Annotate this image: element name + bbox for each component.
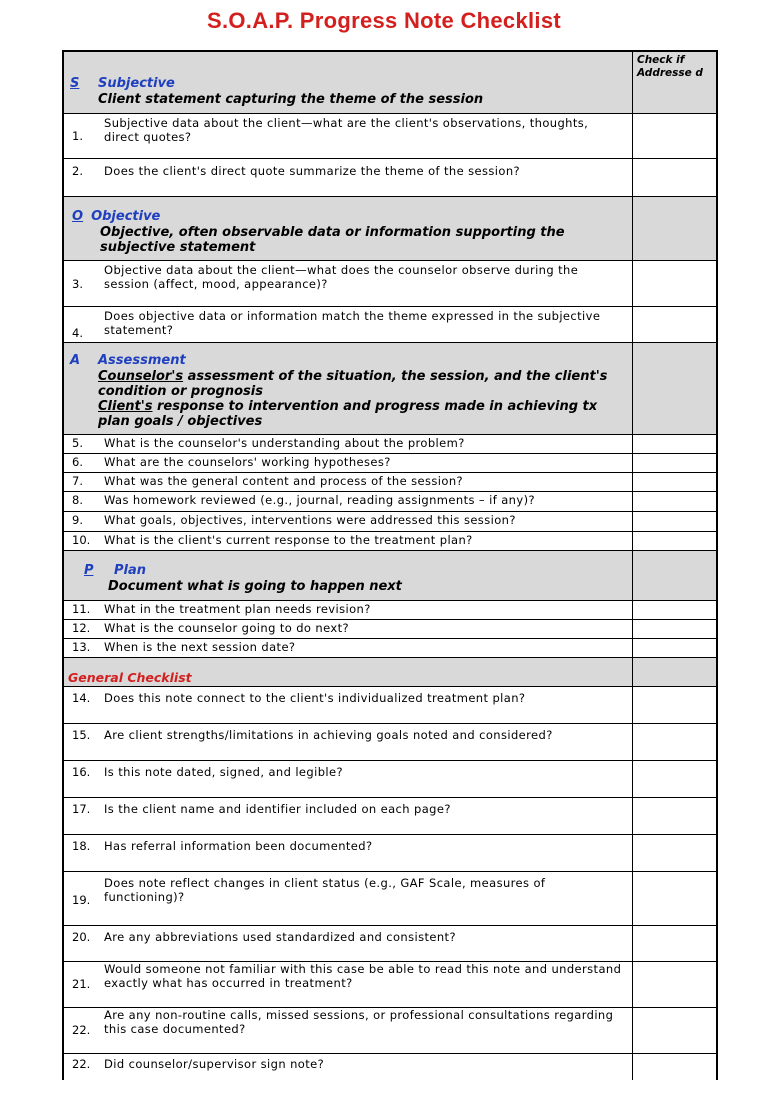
check-cell[interactable] [633, 926, 716, 961]
checklist-row [64, 454, 716, 473]
section-description: Objective, often observable data or information supporting the subjective statement [100, 225, 565, 255]
check-cell[interactable] [633, 872, 716, 925]
checklist-row [64, 687, 716, 724]
check-cell[interactable] [633, 261, 716, 306]
check-cell[interactable] [633, 114, 716, 158]
checklist-row [64, 307, 716, 343]
item-question: Was homework reviewed (e.g., journal, reading assignments – if any)? [104, 493, 535, 507]
item-question: Does this note connect to the client's individualized treatment plan? [104, 691, 526, 705]
desc-underlined: Counselor's [98, 369, 184, 384]
section-name [68, 209, 626, 225]
check-cell[interactable] [633, 307, 716, 342]
item-question: Are any abbreviations used standardized and consistent? [104, 930, 456, 944]
check-cell[interactable] [633, 724, 716, 760]
checklist-row [64, 872, 716, 926]
item-question: Does the client's direct quote summarize the theme of the session? [104, 164, 521, 178]
checklist-row [64, 926, 716, 962]
item-number: 10. [72, 533, 91, 547]
check-cell [633, 658, 716, 686]
item-question: Objective data about the client—what does the counselor observe during the session (affect, mood, appearance)? [104, 263, 579, 291]
section-letter: P [84, 563, 94, 578]
item-number: 20. [72, 930, 91, 944]
section-name: Subjective [98, 76, 175, 91]
document-title: S.O.A.P. Progress Note Checklist [207, 8, 561, 33]
item-question: What are the counselors' working hypotheses? [104, 455, 391, 469]
section-assessment [64, 343, 716, 435]
checklist-row [64, 1054, 716, 1080]
item-number: 16. [72, 765, 91, 779]
checklist-row [64, 639, 716, 658]
item-question: What is the counselor's understanding about the problem? [104, 436, 465, 450]
section-description [98, 369, 626, 399]
item-question: Subjective data about the client—what are the client's observations, thoughts, direct quotes? [104, 116, 589, 144]
item-number: 9. [72, 513, 83, 527]
check-cell[interactable] [633, 1054, 716, 1080]
item-question: Are any non-routine calls, missed sessions, or professional consultations regarding this case documented? [104, 1008, 614, 1036]
checklist-row [64, 512, 716, 532]
check-cell[interactable] [633, 601, 716, 619]
item-number: 6. [72, 455, 83, 469]
section-plan [64, 551, 716, 601]
checklist-row [64, 798, 716, 835]
section-description [98, 399, 626, 429]
checklist-row [64, 620, 716, 639]
item-question: Did counselor/supervisor sign note? [104, 1057, 325, 1071]
checklist-row [64, 159, 716, 197]
item-number: 18. [72, 839, 91, 853]
item-number: 22. [72, 1057, 91, 1071]
section-letter: O [72, 209, 84, 224]
check-cell[interactable] [633, 454, 716, 472]
item-question: What was the general content and process of the session? [104, 474, 464, 488]
check-cell[interactable] [633, 435, 716, 453]
desc-text: assessment of the situation, the session, and the client's condition or prognosis [98, 369, 608, 399]
item-question: Is this note dated, signed, and legible? [104, 765, 343, 779]
item-question: Would someone not familiar with this case be able to read this note and understand exactly what has occurred in treatment? [104, 962, 622, 990]
item-number: 8. [72, 493, 83, 507]
item-question: What in the treatment plan needs revision? [104, 602, 371, 616]
section-letter: S [70, 76, 80, 91]
item-number: 13. [72, 640, 91, 654]
section-name: Assessment [98, 353, 186, 368]
checklist-row [64, 835, 716, 872]
check-cell[interactable] [633, 798, 716, 834]
checklist-row [64, 601, 716, 620]
item-number: 17. [72, 802, 91, 816]
item-question: When is the next session date? [104, 640, 296, 654]
check-cell [633, 343, 716, 434]
item-number: 21. [72, 976, 91, 991]
checklist-row [64, 492, 716, 512]
check-cell[interactable] [633, 687, 716, 723]
section-name: Plan [114, 563, 147, 578]
check-cell [633, 197, 716, 260]
check-cell[interactable] [633, 473, 716, 491]
item-number: 7. [72, 474, 83, 488]
item-number: 4. [72, 326, 83, 340]
check-cell[interactable] [633, 512, 716, 531]
item-number: 14. [72, 691, 91, 705]
checklist-table [62, 50, 718, 1080]
checklist-row [64, 962, 716, 1008]
check-cell[interactable] [633, 962, 716, 1007]
section-subjective [64, 52, 716, 114]
checklist-row [64, 261, 716, 307]
check-cell [633, 551, 716, 600]
check-column-header: Check if Addresse d [633, 52, 716, 113]
section-name: General Checklist [68, 670, 192, 685]
item-number: 12. [72, 621, 91, 635]
item-question: Does objective data or information match the theme expressed in the subjective statement? [104, 309, 601, 337]
checklist-row [64, 473, 716, 492]
checklist-row [64, 114, 716, 159]
desc-text: response to intervention and progress made in achieving tx plan goals / objectives [98, 399, 598, 429]
item-question: Is the client name and identifier included on each page? [104, 802, 451, 816]
check-cell[interactable] [633, 761, 716, 797]
check-cell[interactable] [633, 1008, 716, 1053]
item-question: What is the counselor going to do next? [104, 621, 350, 635]
checklist-row [64, 1008, 716, 1054]
item-number: 11. [72, 602, 91, 616]
item-number: 22. [72, 1022, 91, 1037]
checklist-row [64, 532, 716, 551]
check-cell[interactable] [633, 159, 716, 196]
item-question: What is the client's current response to the treatment plan? [104, 533, 473, 547]
item-question: Does note reflect changes in client status (e.g., GAF Scale, measures of functioning)? [104, 876, 546, 904]
item-question: Are client strengths/limitations in achieving goals noted and considered? [104, 728, 553, 742]
checklist-row [64, 761, 716, 798]
item-number: 5. [72, 436, 83, 450]
section-letter: A [70, 353, 81, 368]
checklist-row [64, 724, 716, 761]
item-number: 2. [72, 164, 83, 178]
section-description: Client statement capturing the theme of the session [98, 92, 484, 107]
item-number: 19. [72, 892, 91, 907]
section-description: Document what is going to happen next [108, 579, 402, 594]
item-question: What goals, objectives, interventions were addressed this session? [104, 513, 516, 527]
item-question: Has referral information been documented? [104, 839, 373, 853]
item-number: 1. [72, 129, 83, 143]
check-cell[interactable] [633, 639, 716, 657]
checklist-row [64, 435, 716, 454]
section-name-text: Objective [91, 209, 161, 224]
check-cell[interactable] [633, 620, 716, 638]
section-general [64, 658, 716, 687]
check-cell[interactable] [633, 532, 716, 550]
item-number: 3. [72, 276, 83, 291]
desc-underlined: Client's [98, 399, 153, 414]
check-cell[interactable] [633, 492, 716, 511]
section-objective [64, 197, 716, 261]
item-number: 15. [72, 728, 91, 742]
check-cell[interactable] [633, 835, 716, 871]
